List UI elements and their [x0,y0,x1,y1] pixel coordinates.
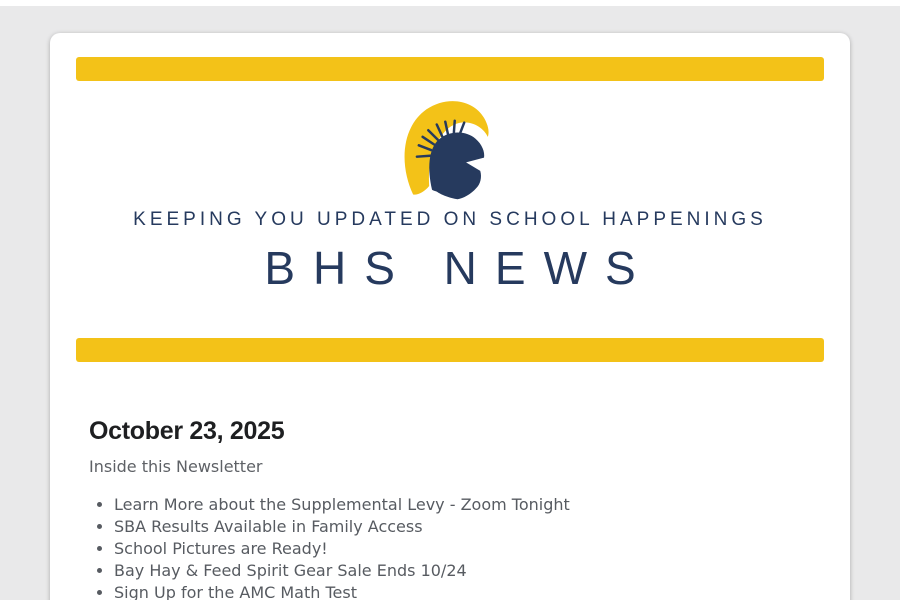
accent-bar-top [76,57,824,81]
bhs-news-logo [76,96,824,295]
newsletter-card [50,33,850,600]
toc-list [89,494,811,600]
logo-wordmark: BHS NEWS [264,242,654,294]
toc-item: • Bay Hay & Feed Spirit Gear Sale Ends 10/24 [114,560,811,582]
date-heading: October 23, 2025 [89,417,285,445]
spartan-helmet-icon [398,96,502,206]
toc-item: • SBA Results Available in Family Access [114,516,811,538]
toc-item: • Learn More about the Supplemental Levy - Zoom Tonight [114,494,811,516]
top-strip [0,0,900,6]
toc-intro: Inside this Newsletter [89,457,263,476]
toc-item: • School Pictures are Ready! [114,538,811,560]
logo-tagline: KEEPING YOU UPDATED ON SCHOOL HAPPENINGS [133,209,767,230]
accent-bar-bottom [76,338,824,362]
toc-item: • Sign Up for the AMC Math Test [114,582,811,600]
newsletter-body [76,416,824,600]
